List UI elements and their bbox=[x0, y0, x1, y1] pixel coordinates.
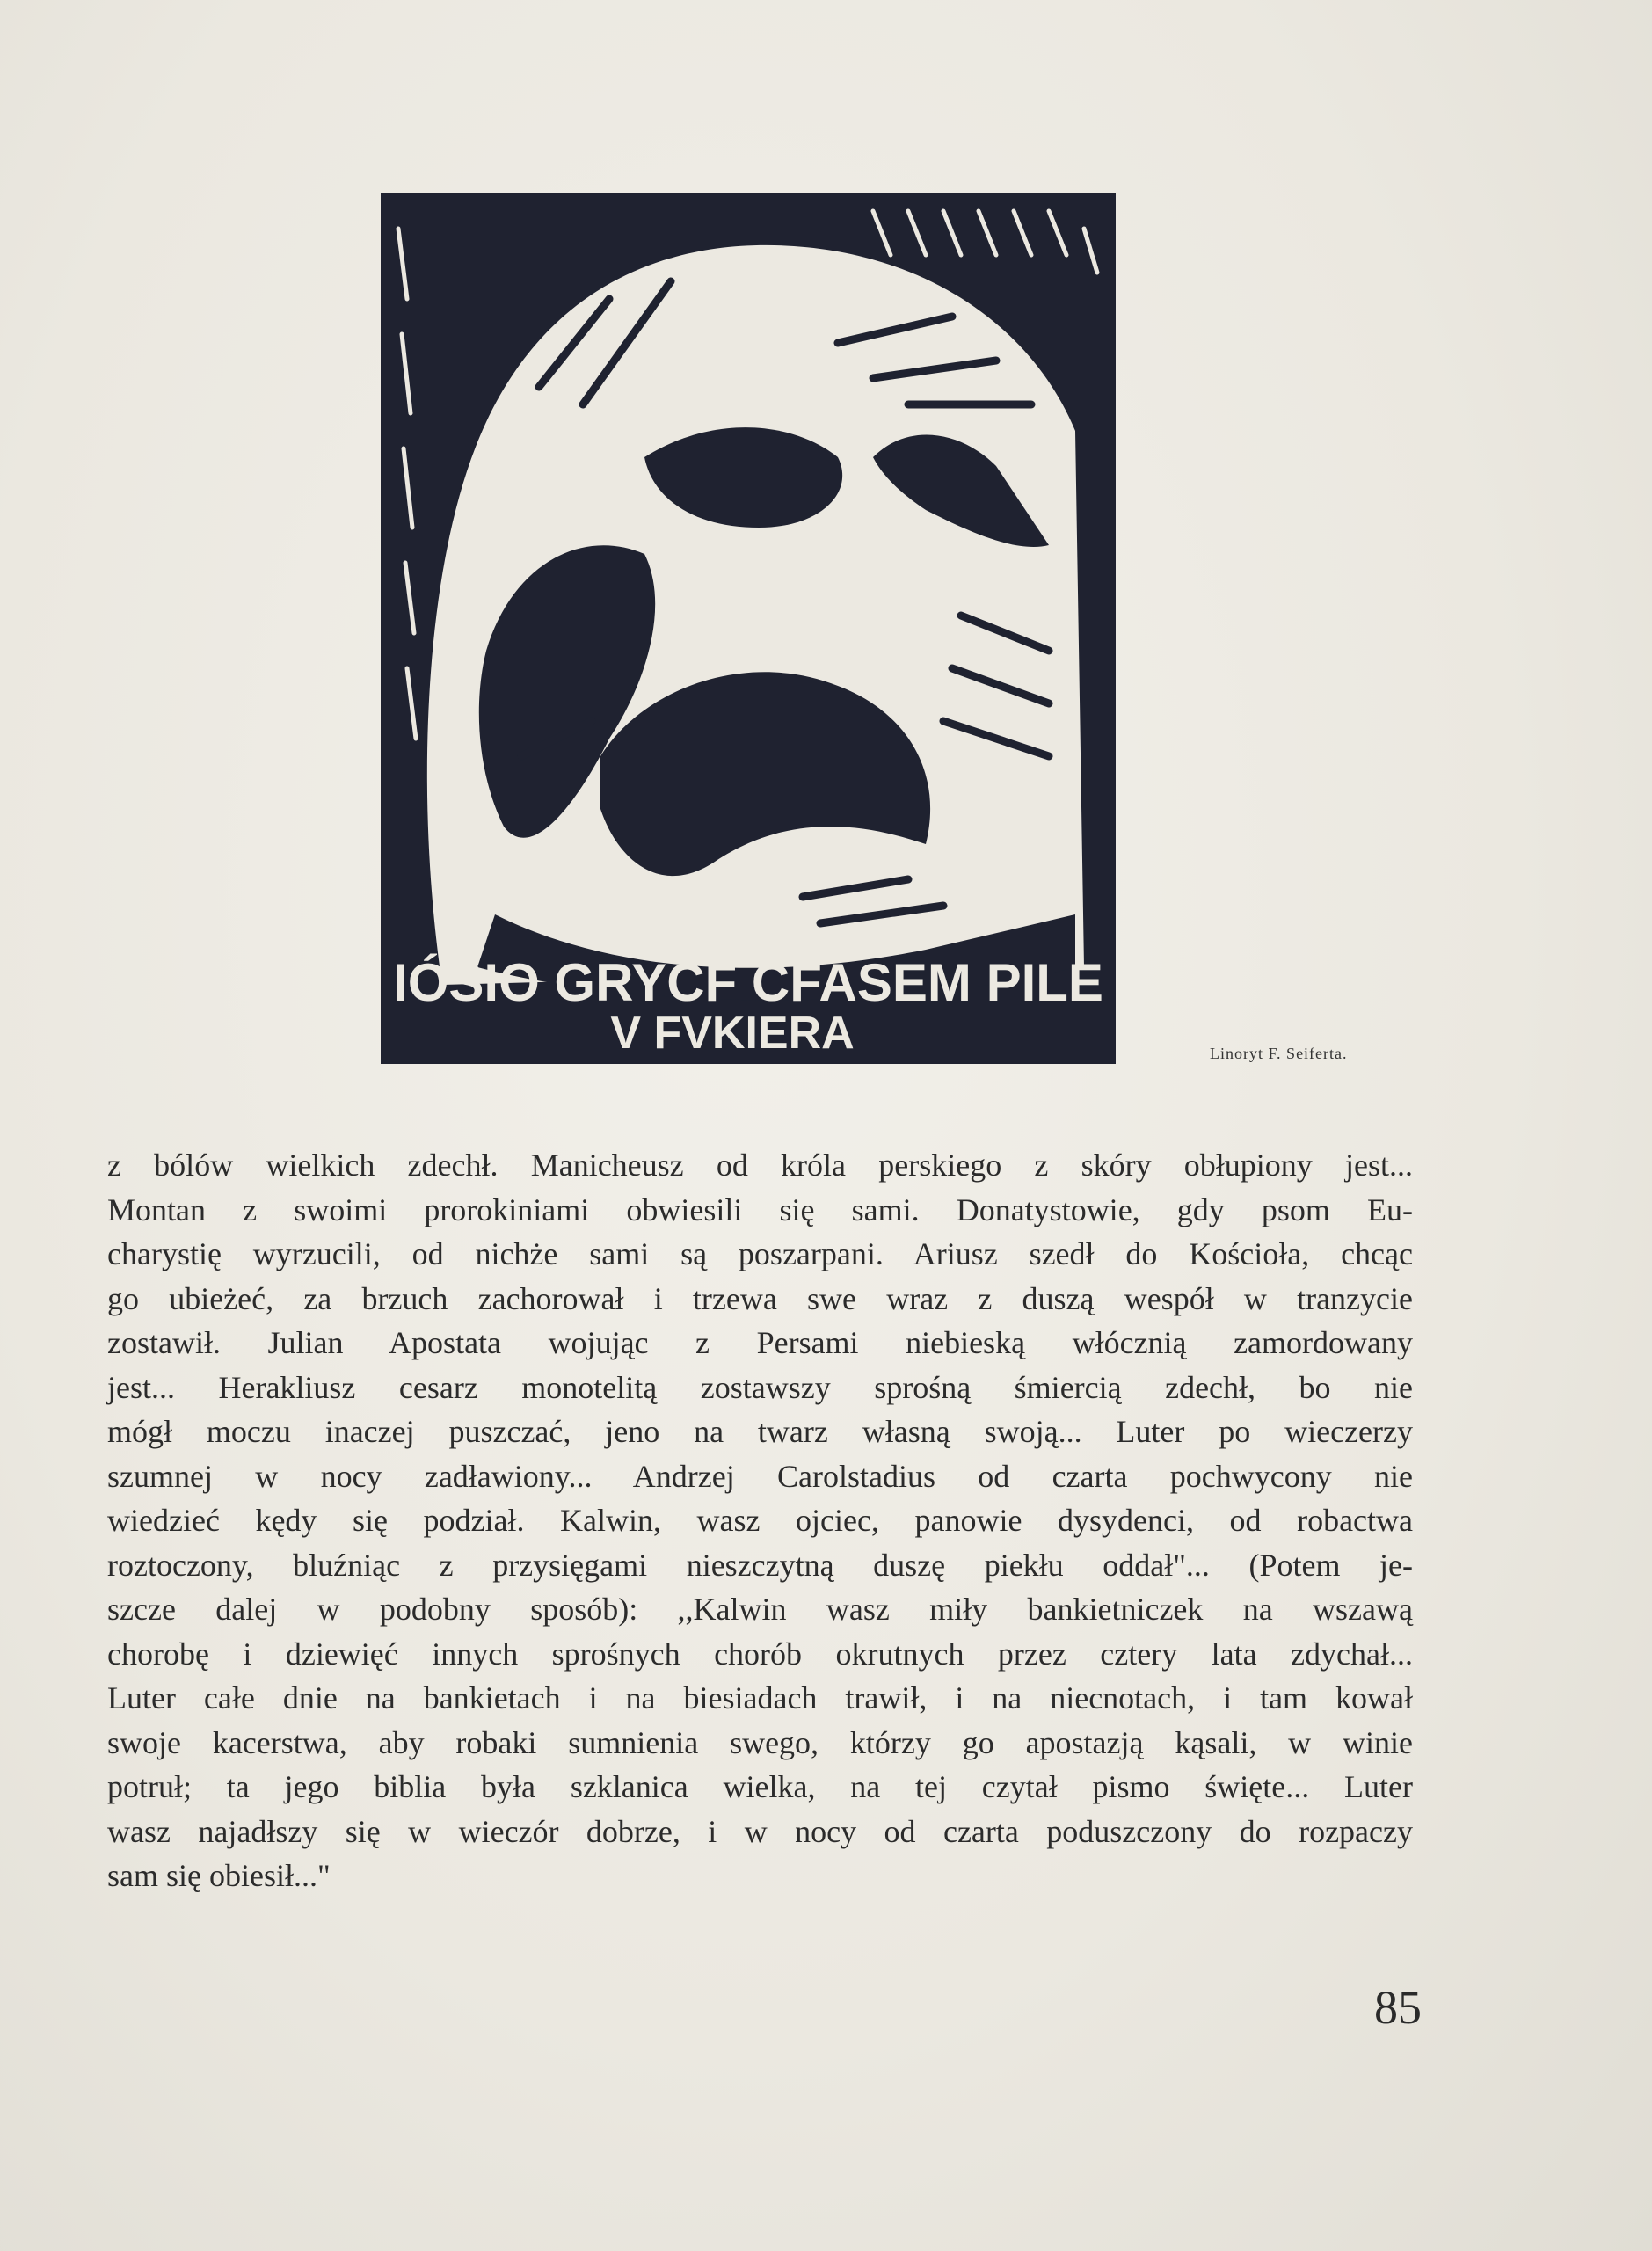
illustration-credit: Linoryt F. Seiferta. bbox=[1210, 1045, 1348, 1062]
text-line: sam się obiesił..." bbox=[107, 1858, 331, 1893]
text-line: charystię wyrzucili, od nichże sami są poszarpani. Ariusz szedł do Kościoła, chcąc bbox=[107, 1236, 1413, 1271]
text-line: roztoczony, bluźniąc z przysięgami nieszczytną duszę piekłu oddał"... (Potem je- bbox=[107, 1547, 1413, 1583]
inscription-line-1: IÓŚIO GRYCF CFASEM PILE bbox=[393, 953, 1103, 1012]
text-line: potruł; ta jego biblia była szklanica wielka, na tej czytał pismo święte... Luter bbox=[107, 1769, 1413, 1804]
text-line: Montan z swoimi prorokiniami obwiesili się sami. Donatystowie, gdy psom Eu- bbox=[107, 1191, 1413, 1227]
text-line: jest... Herakliusz cesarz monotelitą zostawszy sprośną śmiercią zdechł, bo nie bbox=[107, 1369, 1413, 1405]
text-line: szumnej w nocy zadławiony... Andrzej Carolstadius od czarta pochwycony nie bbox=[107, 1458, 1413, 1494]
inscription-line-2: V FVKIERA bbox=[610, 1008, 855, 1059]
linocut-illustration bbox=[381, 193, 1116, 1064]
text-line: wasz najadłszy się w wieczór dobrze, i w nocy od czarta poduszczony do rozpaczy bbox=[107, 1813, 1413, 1849]
text-line: zostawił. Julian Apostata wojując z Persami niebieską włócznią zamordowany bbox=[107, 1325, 1413, 1360]
text-line: z bólów wielkich zdechł. Manicheusz od króla perskiego z skóry obłupiony jest... bbox=[107, 1147, 1413, 1183]
text-line: szcze dalej w podobny sposób): ,,Kalwin wasz miły bankietniczek na wszawą bbox=[107, 1592, 1413, 1627]
text-line: Luter całe dnie na bankietach i na biesiadach trawił, i na niecnotach, i tam kował bbox=[107, 1680, 1413, 1716]
text-line: wiedzieć kędy się podział. Kalwin, wasz ojciec, panowie dysydenci, od robactwa bbox=[107, 1503, 1413, 1538]
body-text bbox=[107, 1143, 1413, 1898]
text-line: mógł moczu inaczej puszczać, jeno na twarz własną swoją... Luter po wieczerzy bbox=[107, 1414, 1413, 1449]
text-line: chorobę i dziewięć innych sprośnych chorób okrutnych przez cztery lata zdychał... bbox=[107, 1635, 1413, 1672]
text-line: swoje kacerstwa, aby robaki sumnienia swego, którzy go apostazją kąsali, w winie bbox=[107, 1724, 1413, 1760]
text-line: go ubieżeć, za brzuch zachorował i trzewa swe wraz z duszą wespół w tranzycie bbox=[107, 1280, 1413, 1316]
page-number: 85 bbox=[1374, 1981, 1422, 2034]
